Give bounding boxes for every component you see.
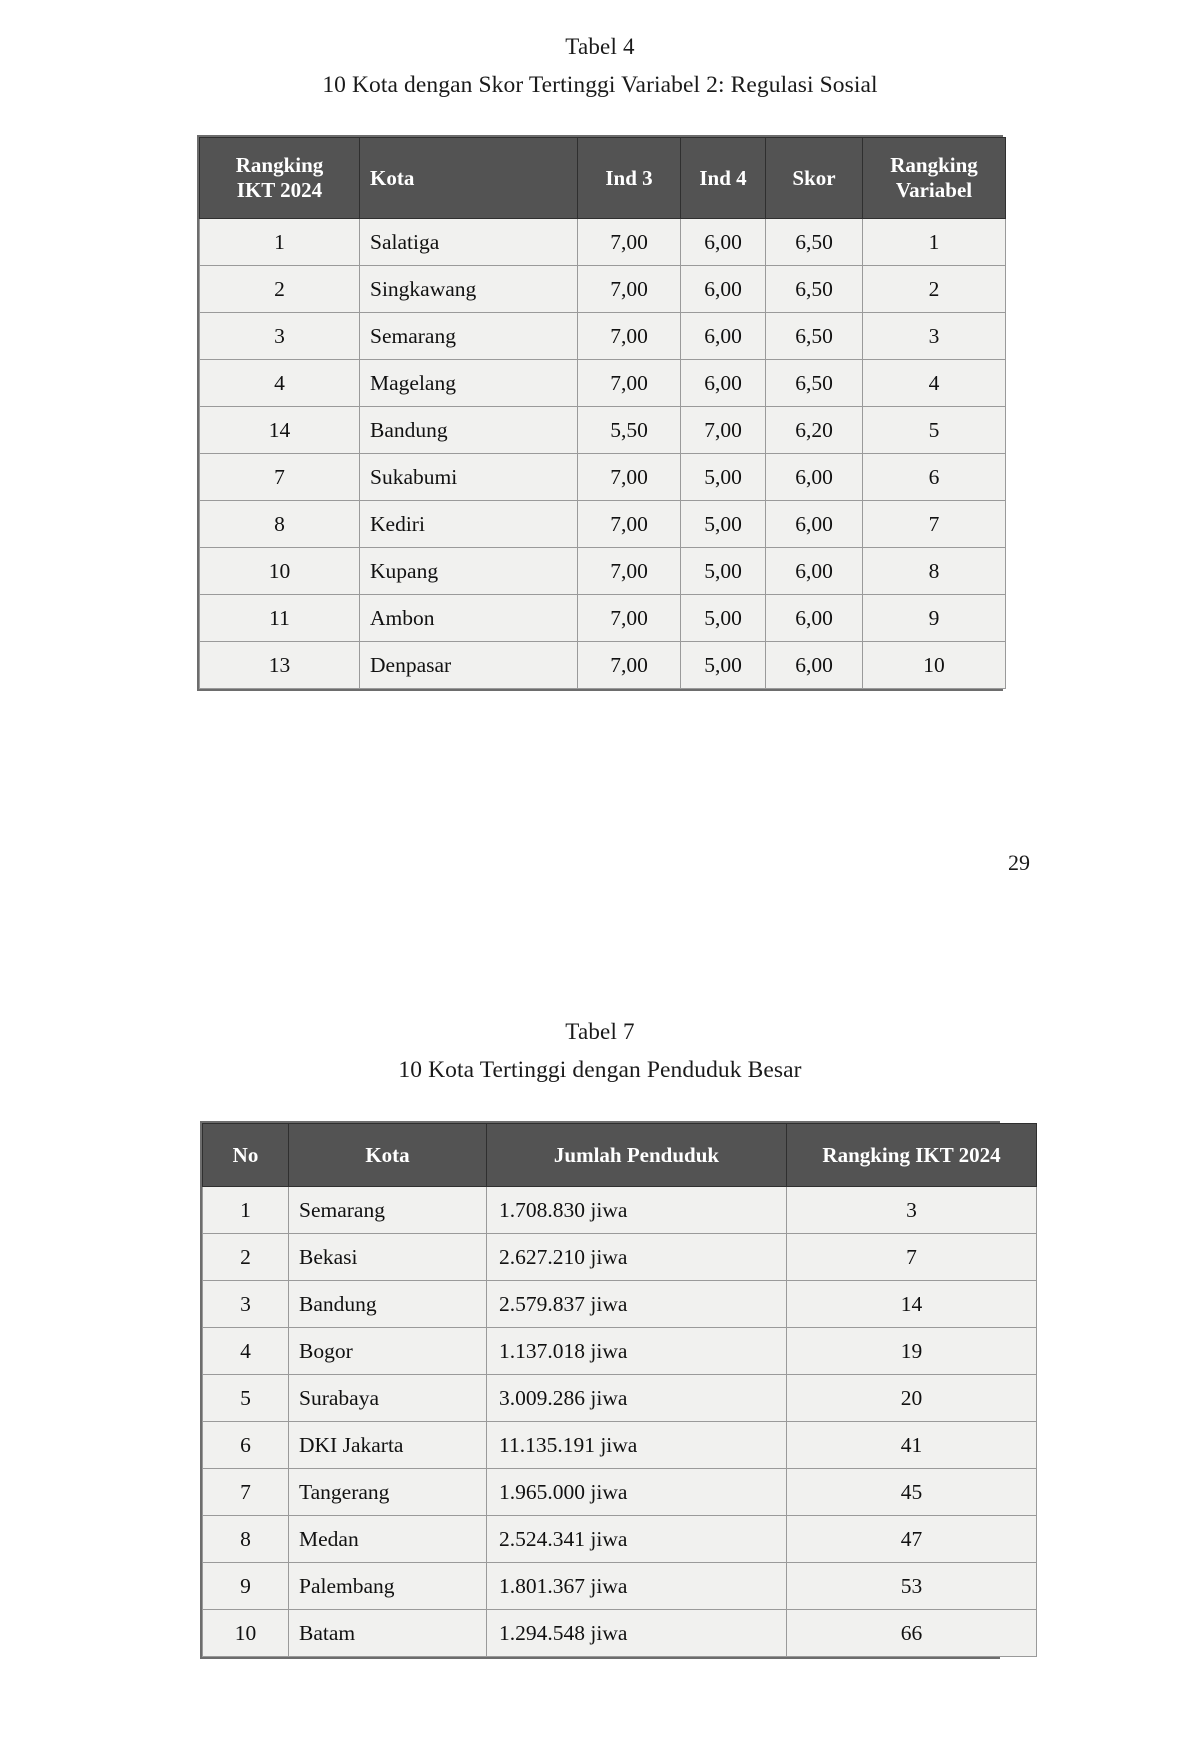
table4-cell-ind3: 7,00 bbox=[578, 313, 681, 360]
table-row bbox=[203, 1281, 1037, 1328]
table7-cell-jumlah: 2.579.837 jiwa bbox=[487, 1281, 787, 1328]
table7-cell-no: 8 bbox=[203, 1516, 289, 1563]
table7-caption-number: Tabel 7 bbox=[565, 1019, 635, 1044]
table4-header-rangking-ikt-line1: Rangking bbox=[235, 153, 324, 178]
table4-header-rangking-variabel bbox=[863, 138, 1006, 219]
table7-header-kota: Kota bbox=[289, 1124, 487, 1187]
table7-caption bbox=[0, 1015, 1200, 1087]
table7-cell-jumlah: 3.009.286 jiwa bbox=[487, 1375, 787, 1422]
table4-cell-kota: Kupang bbox=[360, 548, 578, 595]
table4-cell-ind4: 5,00 bbox=[681, 454, 766, 501]
table7-cell-no: 9 bbox=[203, 1563, 289, 1610]
table4-cell-rangking-ikt: 7 bbox=[200, 454, 360, 501]
table7-cell-jumlah: 1.137.018 jiwa bbox=[487, 1328, 787, 1375]
table4-header-rangking-ikt bbox=[200, 138, 360, 219]
table-row bbox=[200, 454, 1006, 501]
table7-cell-kota: Bekasi bbox=[289, 1234, 487, 1281]
table7-cell-kota: Bogor bbox=[289, 1328, 487, 1375]
table7-cell-no: 5 bbox=[203, 1375, 289, 1422]
table4-cell-skor: 6,00 bbox=[766, 454, 863, 501]
table-row bbox=[203, 1469, 1037, 1516]
table4-cell-rangking-ikt: 11 bbox=[200, 595, 360, 642]
table4-cell-skor: 6,20 bbox=[766, 407, 863, 454]
table-row bbox=[203, 1328, 1037, 1375]
table7-cell-rangking: 41 bbox=[787, 1422, 1037, 1469]
table4-cell-ind4: 7,00 bbox=[681, 407, 766, 454]
table7-cell-jumlah: 1.965.000 jiwa bbox=[487, 1469, 787, 1516]
table4-cell-ind3: 7,00 bbox=[578, 219, 681, 266]
table4-cell-ind4: 5,00 bbox=[681, 501, 766, 548]
table4-cell-skor: 6,50 bbox=[766, 219, 863, 266]
table-row bbox=[200, 313, 1006, 360]
table4-cell-skor: 6,00 bbox=[766, 595, 863, 642]
table-row bbox=[200, 595, 1006, 642]
table4-cell-rangking-variabel: 5 bbox=[863, 407, 1006, 454]
table4-header-kota: Kota bbox=[360, 138, 578, 219]
table7-header-no: No bbox=[203, 1124, 289, 1187]
table4-cell-rangking-ikt: 2 bbox=[200, 266, 360, 313]
table4-cell-rangking-variabel: 4 bbox=[863, 360, 1006, 407]
table7-cell-kota: Palembang bbox=[289, 1563, 487, 1610]
table7-cell-kota: Tangerang bbox=[289, 1469, 487, 1516]
table4-cell-rangking-ikt: 8 bbox=[200, 501, 360, 548]
table4-caption-number: Tabel 4 bbox=[565, 34, 635, 59]
table-row bbox=[200, 548, 1006, 595]
table4-cell-rangking-variabel: 7 bbox=[863, 501, 1006, 548]
table7-cell-kota: DKI Jakarta bbox=[289, 1422, 487, 1469]
table4-cell-kota: Denpasar bbox=[360, 642, 578, 689]
table4-cell-ind3: 7,00 bbox=[578, 454, 681, 501]
table-row bbox=[203, 1516, 1037, 1563]
table7-cell-rangking: 19 bbox=[787, 1328, 1037, 1375]
table4-cell-kota: Bandung bbox=[360, 407, 578, 454]
page-number: 29 bbox=[1008, 850, 1030, 875]
table4-header-row bbox=[200, 138, 1006, 219]
table-row bbox=[203, 1375, 1037, 1422]
table-row bbox=[200, 219, 1006, 266]
table7-cell-kota: Semarang bbox=[289, 1187, 487, 1234]
table-row bbox=[200, 360, 1006, 407]
table4-cell-skor: 6,50 bbox=[766, 313, 863, 360]
table7-cell-jumlah: 2.524.341 jiwa bbox=[487, 1516, 787, 1563]
table7-cell-rangking: 53 bbox=[787, 1563, 1037, 1610]
table4-cell-rangking-ikt: 4 bbox=[200, 360, 360, 407]
table7-cell-jumlah: 1.801.367 jiwa bbox=[487, 1563, 787, 1610]
table7-container bbox=[200, 1121, 1000, 1659]
table7-cell-jumlah: 2.627.210 jiwa bbox=[487, 1234, 787, 1281]
table-row bbox=[203, 1563, 1037, 1610]
table7-cell-no: 4 bbox=[203, 1328, 289, 1375]
table4-header-ind3: Ind 3 bbox=[578, 138, 681, 219]
table4-cell-skor: 6,00 bbox=[766, 548, 863, 595]
table4-cell-rangking-variabel: 9 bbox=[863, 595, 1006, 642]
document-page bbox=[0, 30, 1200, 1746]
table4-cell-kota: Magelang bbox=[360, 360, 578, 407]
table7-cell-kota: Bandung bbox=[289, 1281, 487, 1328]
table4 bbox=[199, 137, 1006, 689]
table4-cell-rangking-ikt: 1 bbox=[200, 219, 360, 266]
table7-cell-no: 3 bbox=[203, 1281, 289, 1328]
table4-container bbox=[197, 135, 1003, 691]
table4-caption-title: 10 Kota dengan Skor Tertinggi Variabel 2: Regulasi Sosial bbox=[322, 72, 878, 99]
table4-cell-kota: Salatiga bbox=[360, 219, 578, 266]
table4-cell-ind4: 6,00 bbox=[681, 313, 766, 360]
table7-cell-no: 2 bbox=[203, 1234, 289, 1281]
table7-cell-no: 10 bbox=[203, 1610, 289, 1657]
table7-header-jumlah-penduduk: Jumlah Penduduk bbox=[487, 1124, 787, 1187]
table4-cell-ind4: 6,00 bbox=[681, 266, 766, 313]
table7-cell-no: 1 bbox=[203, 1187, 289, 1234]
table-row bbox=[200, 407, 1006, 454]
table7-cell-rangking: 14 bbox=[787, 1281, 1037, 1328]
table4-cell-rangking-ikt: 13 bbox=[200, 642, 360, 689]
table4-cell-skor: 6,50 bbox=[766, 266, 863, 313]
table7-cell-kota: Batam bbox=[289, 1610, 487, 1657]
table4-cell-kota: Kediri bbox=[360, 501, 578, 548]
table-row bbox=[200, 501, 1006, 548]
table4-cell-ind3: 7,00 bbox=[578, 360, 681, 407]
table4-cell-skor: 6,00 bbox=[766, 501, 863, 548]
table4-cell-skor: 6,50 bbox=[766, 360, 863, 407]
table7-header-row bbox=[203, 1124, 1037, 1187]
table7-cell-no: 7 bbox=[203, 1469, 289, 1516]
table4-cell-kota: Singkawang bbox=[360, 266, 578, 313]
table7-section bbox=[0, 1015, 1200, 1659]
table7-cell-no: 6 bbox=[203, 1422, 289, 1469]
table4-header-rangking-ikt-line2: IKT 2024 bbox=[236, 178, 323, 203]
table7-caption-title: 10 Kota Tertinggi dengan Penduduk Besar bbox=[398, 1057, 802, 1084]
table4-cell-rangking-variabel: 8 bbox=[863, 548, 1006, 595]
table7-cell-jumlah: 1.294.548 jiwa bbox=[487, 1610, 787, 1657]
table4-cell-rangking-variabel: 10 bbox=[863, 642, 1006, 689]
table4-cell-ind3: 7,00 bbox=[578, 501, 681, 548]
table4-cell-ind3: 7,00 bbox=[578, 642, 681, 689]
table7-cell-jumlah: 1.708.830 jiwa bbox=[487, 1187, 787, 1234]
table-row bbox=[203, 1610, 1037, 1657]
table4-cell-rangking-ikt: 14 bbox=[200, 407, 360, 454]
table4-cell-ind3: 5,50 bbox=[578, 407, 681, 454]
table4-cell-rangking-variabel: 1 bbox=[863, 219, 1006, 266]
table-row bbox=[203, 1234, 1037, 1281]
table4-header-skor: Skor bbox=[766, 138, 863, 219]
table-row bbox=[203, 1422, 1037, 1469]
table4-cell-ind4: 5,00 bbox=[681, 595, 766, 642]
table4-cell-kota: Semarang bbox=[360, 313, 578, 360]
table7-cell-rangking: 66 bbox=[787, 1610, 1037, 1657]
table7-cell-rangking: 20 bbox=[787, 1375, 1037, 1422]
table4-cell-rangking-variabel: 3 bbox=[863, 313, 1006, 360]
table7-cell-jumlah: 11.135.191 jiwa bbox=[487, 1422, 787, 1469]
table4-cell-kota: Sukabumi bbox=[360, 454, 578, 501]
table4-header-rangking-variabel-line1: Rangking bbox=[890, 153, 978, 178]
table7-cell-kota: Medan bbox=[289, 1516, 487, 1563]
table4-header-rangking-variabel-line2: Variabel bbox=[895, 178, 973, 203]
table-row bbox=[200, 642, 1006, 689]
table4-cell-ind4: 6,00 bbox=[681, 360, 766, 407]
table4-cell-ind4: 6,00 bbox=[681, 219, 766, 266]
table7-header-rangking-ikt: Rangking IKT 2024 bbox=[787, 1124, 1037, 1187]
table4-cell-rangking-ikt: 3 bbox=[200, 313, 360, 360]
table7-cell-rangking: 47 bbox=[787, 1516, 1037, 1563]
table4-cell-ind4: 5,00 bbox=[681, 642, 766, 689]
table7 bbox=[202, 1123, 1037, 1657]
table-row bbox=[203, 1187, 1037, 1234]
table4-cell-ind3: 7,00 bbox=[578, 548, 681, 595]
table4-cell-rangking-ikt: 10 bbox=[200, 548, 360, 595]
table4-caption bbox=[0, 30, 1200, 102]
table4-cell-skor: 6,00 bbox=[766, 642, 863, 689]
table7-cell-rangking: 7 bbox=[787, 1234, 1037, 1281]
table7-cell-kota: Surabaya bbox=[289, 1375, 487, 1422]
table-row bbox=[200, 266, 1006, 313]
table4-cell-ind3: 7,00 bbox=[578, 266, 681, 313]
table4-cell-ind4: 5,00 bbox=[681, 548, 766, 595]
table4-cell-ind3: 7,00 bbox=[578, 595, 681, 642]
table4-cell-rangking-variabel: 6 bbox=[863, 454, 1006, 501]
table7-cell-rangking: 3 bbox=[787, 1187, 1037, 1234]
table4-cell-kota: Ambon bbox=[360, 595, 578, 642]
table4-header-ind4: Ind 4 bbox=[681, 138, 766, 219]
table4-cell-rangking-variabel: 2 bbox=[863, 266, 1006, 313]
table7-cell-rangking: 45 bbox=[787, 1469, 1037, 1516]
